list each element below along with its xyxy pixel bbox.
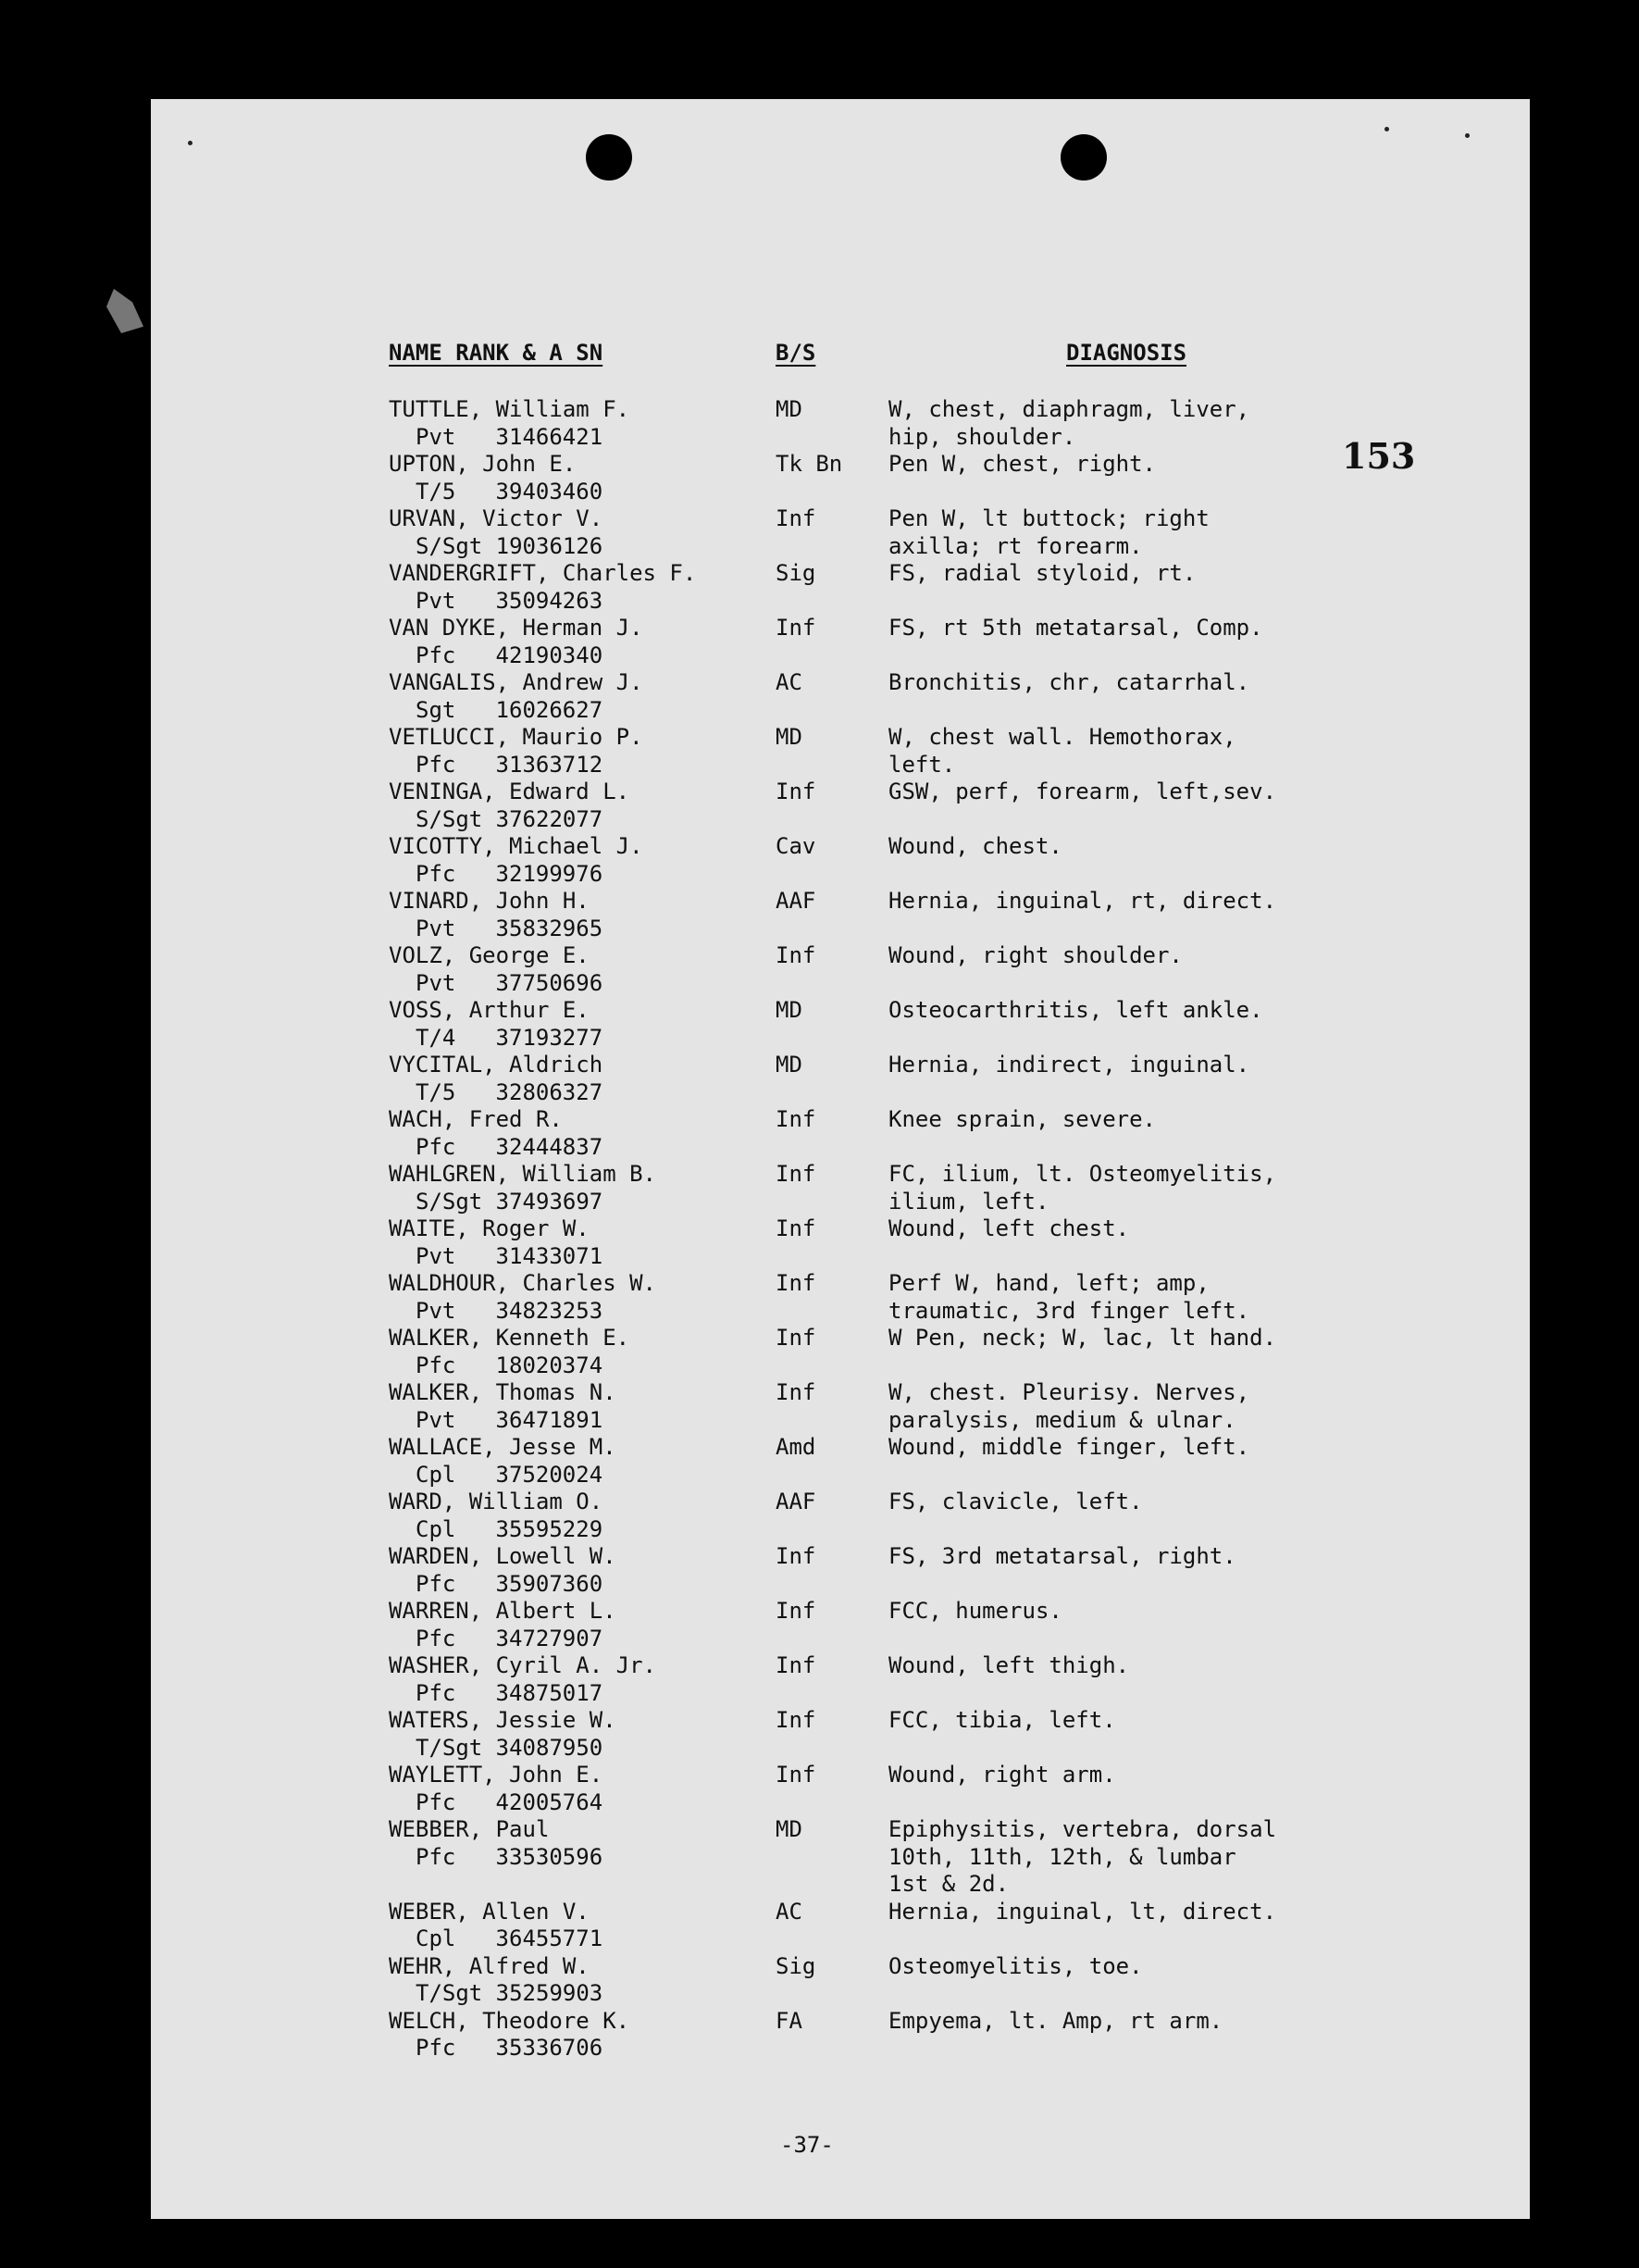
- soldier-asn: 35336706: [495, 2035, 603, 2061]
- soldier-asn: 37493697: [495, 1188, 603, 1215]
- speck: [1384, 127, 1389, 131]
- rank-asn: [416, 1571, 602, 1599]
- soldier-name: WAYLETT, John E.: [389, 1762, 603, 1788]
- soldier-name: VAN DYKE, Herman J.: [389, 615, 643, 641]
- branch-of-service: Inf: [776, 615, 816, 641]
- soldier-rank: Pfc: [416, 1133, 456, 1160]
- soldier-asn: 42005764: [495, 1788, 603, 1815]
- soldier-asn: 35259903: [495, 1980, 603, 2006]
- diagnosis-line: FC, ilium, lt. Osteomyelitis,: [888, 1161, 1277, 1187]
- soldier-asn: 34823253: [495, 1297, 603, 1324]
- rank-asn: [416, 1298, 602, 1326]
- rank-asn: [416, 1352, 602, 1380]
- branch-of-service: Amd: [776, 1434, 816, 1460]
- soldier-rank: Sgt: [416, 696, 456, 723]
- diagnosis-line: FCC, humerus.: [888, 1598, 1062, 1624]
- branch-of-service: AAF: [776, 888, 816, 914]
- diagnosis-line: paralysis, medium & ulnar.: [888, 1406, 1236, 1433]
- soldier-rank: T/Sgt: [416, 1980, 483, 2006]
- soldier-asn: 35094263: [495, 587, 603, 614]
- diagnosis-line: Hernia, inguinal, rt, direct.: [888, 888, 1277, 914]
- soldier-asn: 18020374: [495, 1352, 603, 1378]
- rank-asn: [416, 1243, 602, 1271]
- branch-of-service: FA: [776, 2007, 802, 2034]
- soldier-name: WARDEN, Lowell W.: [389, 1543, 616, 1569]
- soldier-asn: 42190340: [495, 642, 603, 668]
- soldier-rank: T/Sgt: [416, 1734, 483, 1761]
- diagnosis-line: Wound, chest.: [888, 833, 1062, 859]
- diagnosis-line: Osteomyelitis, toe.: [888, 1952, 1143, 1979]
- soldier-rank: Pvt: [416, 1242, 456, 1269]
- soldier-rank: Pvt: [416, 587, 456, 614]
- soldier-name: WALKER, Kenneth E.: [389, 1325, 630, 1351]
- diagnosis-line: FS, 3rd metatarsal, right.: [888, 1543, 1236, 1569]
- branch-of-service: Inf: [776, 1106, 816, 1132]
- soldier-rank: Cpl: [416, 1515, 456, 1542]
- diagnosis-line: Pen W, chest, right.: [888, 451, 1156, 477]
- soldier-name: URVAN, Victor V.: [389, 505, 603, 531]
- soldier-name: VICOTTY, Michael J.: [389, 833, 643, 859]
- branch-of-service: Inf: [776, 1652, 816, 1678]
- soldier-name: WACH, Fred R.: [389, 1106, 563, 1132]
- soldier-asn: 35907360: [495, 1570, 603, 1597]
- rank-asn: [416, 916, 602, 943]
- soldier-name: WEBER, Allen V.: [389, 1898, 590, 1925]
- rank-asn: [416, 806, 602, 834]
- rank-asn: [416, 1189, 602, 1216]
- soldier-rank: T/5: [416, 478, 456, 505]
- soldier-rank: S/Sgt: [416, 532, 483, 559]
- branch-of-service: Inf: [776, 505, 816, 531]
- diagnosis-line: FCC, tibia, left.: [888, 1707, 1116, 1733]
- branch-of-service: Sig: [776, 1952, 816, 1979]
- diagnosis-line: hip, shoulder.: [888, 423, 1076, 450]
- diagnosis-line: Hernia, inguinal, lt, direct.: [888, 1898, 1277, 1925]
- soldier-name: WASHER, Cyril A. Jr.: [389, 1652, 656, 1678]
- soldier-name: WARD, William O.: [389, 1489, 603, 1514]
- diagnosis-line: ilium, left.: [888, 1188, 1049, 1215]
- diagnosis-line: Perf W, hand, left; amp,: [888, 1270, 1210, 1296]
- diagnosis-line: Wound, middle finger, left.: [888, 1434, 1250, 1460]
- soldier-name: VOLZ, George E.: [389, 942, 590, 968]
- diagnosis-line: Wound, right arm.: [888, 1762, 1116, 1788]
- branch-of-service: AC: [776, 669, 802, 695]
- soldier-asn: 37622077: [495, 805, 603, 832]
- diagnosis-line: left.: [888, 751, 956, 778]
- branch-of-service: Inf: [776, 1270, 816, 1296]
- soldier-name: VINARD, John H.: [389, 888, 590, 914]
- page-footer: -37-: [780, 2132, 834, 2158]
- soldier-rank: Pfc: [416, 2035, 456, 2061]
- soldier-rank: Pfc: [416, 1788, 456, 1815]
- branch-of-service: Inf: [776, 1762, 816, 1788]
- rank-asn: [416, 1025, 602, 1053]
- punch-hole: [586, 134, 632, 181]
- diagnosis-line: W, chest, diaphragm, liver,: [888, 396, 1250, 422]
- rank-asn: [416, 1735, 602, 1763]
- soldier-name: WELCH, Theodore K.: [389, 2007, 630, 2034]
- rank-asn: [416, 1407, 602, 1435]
- soldier-rank: Pfc: [416, 1570, 456, 1597]
- soldier-name: WEHR, Alfred W.: [389, 1952, 590, 1979]
- branch-of-service: MD: [776, 396, 802, 422]
- soldier-name: WALLACE, Jesse M.: [389, 1434, 616, 1460]
- soldier-asn: 19036126: [495, 532, 603, 559]
- stamped-page-number: 153: [1342, 435, 1416, 477]
- soldier-rank: Pfc: [416, 1625, 456, 1651]
- soldier-asn: 32444837: [495, 1133, 603, 1160]
- rank-asn: [416, 1980, 602, 2008]
- rank-asn: [416, 861, 602, 889]
- soldier-name: WAITE, Roger W.: [389, 1215, 590, 1241]
- soldier-rank: Pvt: [416, 423, 456, 450]
- diagnosis-line: W, chest. Pleurisy. Nerves,: [888, 1379, 1250, 1405]
- diagnosis-line: W, chest wall. Hemothorax,: [888, 724, 1236, 750]
- branch-of-service: AAF: [776, 1489, 816, 1514]
- column-header-name: NAME RANK & A SN: [389, 340, 603, 366]
- soldier-asn: 39403460: [495, 478, 603, 505]
- branch-of-service: Sig: [776, 560, 816, 586]
- soldier-asn: 33530596: [495, 1843, 603, 1870]
- soldier-rank: Pvt: [416, 1406, 456, 1433]
- branch-of-service: Cav: [776, 833, 816, 859]
- rank-asn: [416, 1626, 602, 1653]
- soldier-name: VYCITAL, Aldrich: [389, 1052, 603, 1078]
- soldier-asn: 16026627: [495, 696, 603, 723]
- column-header-bs: B/S: [776, 340, 816, 366]
- soldier-name: VANDERGRIFT, Charles F.: [389, 560, 697, 586]
- diagnosis-line: 10th, 11th, 12th, & lumbar: [888, 1843, 1236, 1870]
- soldier-rank: Pfc: [416, 642, 456, 668]
- soldier-rank: T/4: [416, 1024, 456, 1051]
- rank-asn: [416, 588, 602, 616]
- soldier-asn: 37520024: [495, 1461, 603, 1488]
- soldier-name: VANGALIS, Andrew J.: [389, 669, 643, 695]
- soldier-rank: Pfc: [416, 1352, 456, 1378]
- soldier-asn: 36471891: [495, 1406, 603, 1433]
- branch-of-service: MD: [776, 997, 802, 1023]
- diagnosis-line: traumatic, 3rd finger left.: [888, 1297, 1250, 1324]
- rank-asn: [416, 642, 602, 670]
- torn-corner: [106, 289, 143, 333]
- speck: [1465, 133, 1470, 138]
- soldier-rank: Pfc: [416, 1843, 456, 1870]
- soldier-asn: 34087950: [495, 1734, 603, 1761]
- branch-of-service: Inf: [776, 1543, 816, 1569]
- diagnosis-line: Wound, left thigh.: [888, 1652, 1130, 1678]
- rank-asn: [416, 1079, 602, 1107]
- diagnosis-line: Bronchitis, chr, catarrhal.: [888, 669, 1250, 695]
- rank-asn: [416, 1844, 602, 1872]
- diagnosis-line: Pen W, lt buttock; right: [888, 505, 1210, 531]
- soldier-rank: Cpl: [416, 1925, 456, 1951]
- rank-asn: [416, 1925, 602, 1953]
- rank-asn: [416, 533, 602, 561]
- soldier-rank: Pfc: [416, 860, 456, 887]
- soldier-rank: Pfc: [416, 1679, 456, 1706]
- branch-of-service: MD: [776, 1052, 802, 1078]
- diagnosis-line: Epiphysitis, vertebra, dorsal: [888, 1816, 1277, 1842]
- soldier-asn: 31466421: [495, 423, 603, 450]
- rank-asn: [416, 424, 602, 452]
- soldier-asn: 35832965: [495, 915, 603, 941]
- soldier-name: UPTON, John E.: [389, 451, 577, 477]
- diagnosis-line: Empyema, lt. Amp, rt arm.: [888, 2007, 1223, 2034]
- soldier-name: WALKER, Thomas N.: [389, 1379, 616, 1405]
- column-header-diagnosis: DIAGNOSIS: [1066, 340, 1187, 366]
- branch-of-service: Inf: [776, 942, 816, 968]
- diagnosis-line: GSW, perf, forearm, left,sev.: [888, 779, 1277, 804]
- diagnosis-line: FS, radial styloid, rt.: [888, 560, 1197, 586]
- branch-of-service: MD: [776, 724, 802, 750]
- soldier-name: VETLUCCI, Maurio P.: [389, 724, 643, 750]
- soldier-rank: Pvt: [416, 969, 456, 996]
- diagnosis-line: axilla; rt forearm.: [888, 532, 1143, 559]
- rank-asn: [416, 752, 602, 779]
- diagnosis-line: FS, rt 5th metatarsal, Comp.: [888, 615, 1263, 641]
- branch-of-service: Inf: [776, 1379, 816, 1405]
- diagnosis-line: FS, clavicle, left.: [888, 1489, 1143, 1514]
- rank-asn: [416, 970, 602, 998]
- diagnosis-line: Wound, right shoulder.: [888, 942, 1183, 968]
- soldier-asn: 35595229: [495, 1515, 603, 1542]
- soldier-rank: Cpl: [416, 1461, 456, 1488]
- soldier-asn: 32199976: [495, 860, 603, 887]
- diagnosis-line: Knee sprain, severe.: [888, 1106, 1156, 1132]
- speck: [188, 141, 192, 145]
- rank-asn: [416, 1680, 602, 1708]
- rank-asn: [416, 1134, 602, 1162]
- soldier-name: WARREN, Albert L.: [389, 1598, 616, 1624]
- soldier-asn: 37750696: [495, 969, 603, 996]
- branch-of-service: Inf: [776, 1325, 816, 1351]
- diagnosis-line: Wound, left chest.: [888, 1215, 1130, 1241]
- branch-of-service: Inf: [776, 1161, 816, 1187]
- branch-of-service: MD: [776, 1816, 802, 1842]
- soldier-asn: 31363712: [495, 751, 603, 778]
- soldier-asn: 37193277: [495, 1024, 603, 1051]
- soldier-rank: Pfc: [416, 751, 456, 778]
- rank-asn: [416, 1789, 602, 1817]
- soldier-name: VOSS, Arthur E.: [389, 997, 590, 1023]
- branch-of-service: AC: [776, 1898, 802, 1925]
- soldier-rank: T/5: [416, 1078, 456, 1105]
- soldier-rank: S/Sgt: [416, 805, 483, 832]
- diagnosis-line: W Pen, neck; W, lac, lt hand.: [888, 1325, 1277, 1351]
- rank-asn: [416, 1462, 602, 1489]
- soldier-rank: Pvt: [416, 1297, 456, 1324]
- rank-asn: [416, 697, 602, 725]
- soldier-name: WATERS, Jessie W.: [389, 1707, 616, 1733]
- document-page: [151, 99, 1530, 2219]
- branch-of-service: Inf: [776, 1707, 816, 1733]
- diagnosis-line: 1st & 2d.: [888, 1871, 1010, 1897]
- soldier-name: WEBBER, Paul: [389, 1816, 550, 1842]
- soldier-rank: S/Sgt: [416, 1188, 483, 1215]
- soldier-name: WALDHOUR, Charles W.: [389, 1270, 656, 1296]
- soldier-rank: Pvt: [416, 915, 456, 941]
- branch-of-service: Tk Bn: [776, 451, 843, 477]
- rank-asn: [416, 479, 602, 506]
- soldier-asn: 36455771: [495, 1925, 603, 1951]
- soldier-name: WAHLGREN, William B.: [389, 1161, 656, 1187]
- rank-asn: [416, 2035, 602, 2062]
- soldier-name: VENINGA, Edward L.: [389, 779, 630, 804]
- soldier-asn: 34727907: [495, 1625, 603, 1651]
- soldier-asn: 34875017: [495, 1679, 603, 1706]
- soldier-name: TUTTLE, William F.: [389, 396, 630, 422]
- branch-of-service: Inf: [776, 779, 816, 804]
- branch-of-service: Inf: [776, 1215, 816, 1241]
- rank-asn: [416, 1516, 602, 1544]
- diagnosis-line: Osteocarthritis, left ankle.: [888, 997, 1263, 1023]
- diagnosis-line: Hernia, indirect, inguinal.: [888, 1052, 1250, 1078]
- soldier-asn: 32806327: [495, 1078, 603, 1105]
- soldier-asn: 31433071: [495, 1242, 603, 1269]
- branch-of-service: Inf: [776, 1598, 816, 1624]
- punch-hole: [1061, 134, 1107, 181]
